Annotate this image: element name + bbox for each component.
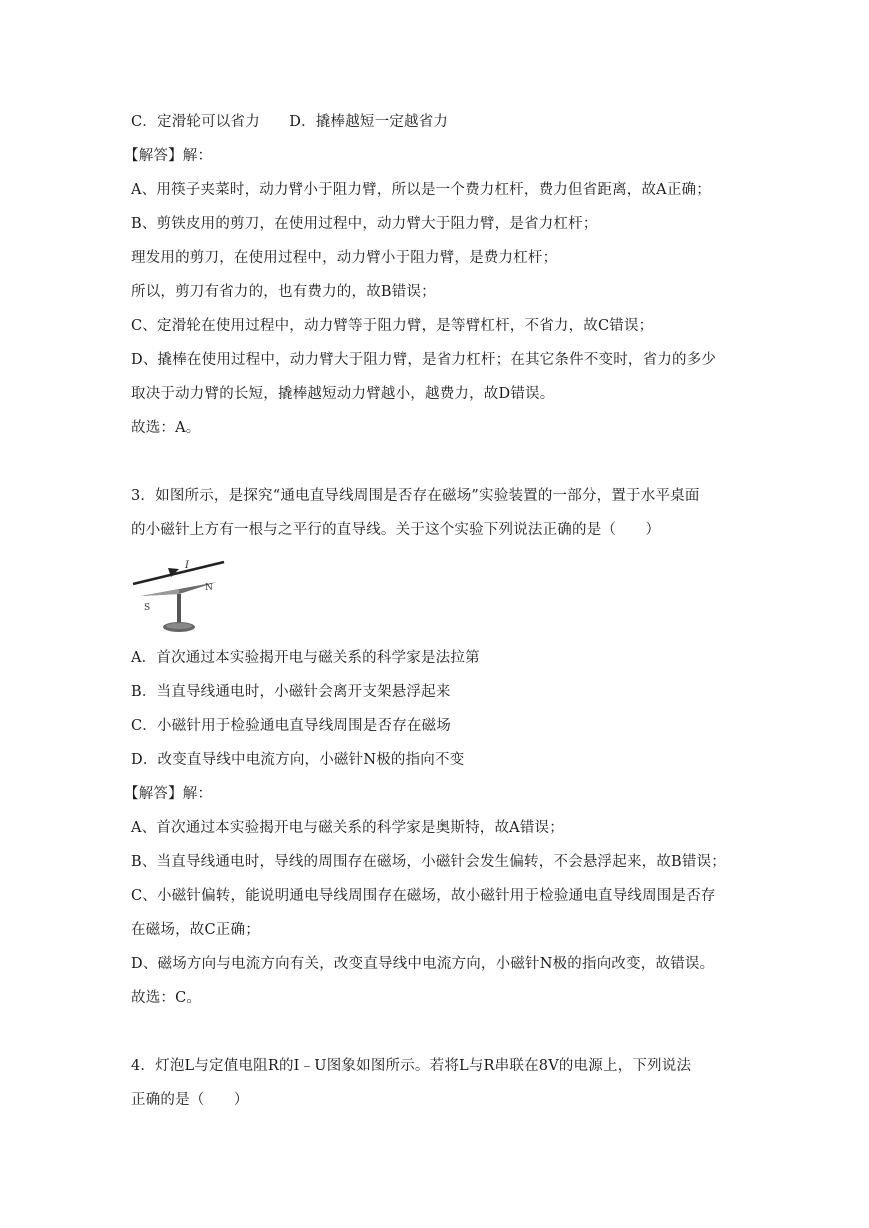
q4-stem-line: 正确的是（ ） bbox=[131, 1092, 249, 1108]
q3-answer-line: A、首次通过本实验揭开电与磁关系的科学家是奥斯特，故A错误； bbox=[131, 820, 564, 836]
q3-option-c: C．小磁针用于检验通电直导线周围是否存在磁场 bbox=[131, 718, 451, 734]
q2-answer-line: B、剪铁皮用的剪刀，在使用过程中，动力臂大于阻力臂，是省力杠杆； bbox=[131, 216, 598, 232]
q3-answer-line: C、小磁针偏转，能说明通电导线周围存在磁场，故小磁针用于检验通电直导线周围是否存 bbox=[131, 888, 716, 904]
q2-answer-heading: 【解答】解： bbox=[124, 148, 213, 164]
q2-answer-line: 取决于动力臂的长短，撬棒越短动力臂越小，越费力，故D错误。 bbox=[131, 386, 555, 402]
q3-answer-line: B、当直导线通电时，导线的周围存在磁场，小磁针会发生偏转，不会悬浮起来，故B错误； bbox=[131, 854, 727, 870]
compass-wire-figure bbox=[131, 557, 226, 643]
q3-answer-line: D、磁场方向与电流方向有关，改变直导线中电流方向，小磁针N极的指向改变，故错误。 bbox=[131, 956, 715, 972]
q3-answer-choice: 故选：C。 bbox=[131, 990, 202, 1006]
q2-answer-line: C、定滑轮在使用过程中，动力臂等于阻力臂，是等臂杠杆，不省力，故C错误； bbox=[131, 318, 654, 334]
q4-stem-line: 4．灯泡L与定值电阻R的I﹣U图象如图所示。若将L与R串联在8V的电源上，下列说法 bbox=[131, 1058, 692, 1074]
compass-stand-post bbox=[177, 594, 181, 624]
q2-answer-line: 理发用的剪刀，在使用过程中，动力臂小于阻力臂，是费力杠杆； bbox=[131, 250, 558, 266]
q2-options-cd: C．定滑轮可以省力 D．撬棒越短一定越省力 bbox=[131, 114, 449, 130]
straight-wire bbox=[133, 562, 224, 584]
south-pole-label: S bbox=[144, 603, 151, 613]
q3-stem-line: 的小磁针上方有一根与之平行的直导线。关于这个实验下列说法正确的是（ ） bbox=[131, 522, 661, 538]
compass-wire-diagram bbox=[131, 557, 226, 639]
q2-answer-line: 所以，剪刀有省力的，也有费力的，故B错误； bbox=[131, 284, 436, 300]
q2-answer-choice: 故选：A。 bbox=[131, 420, 201, 436]
q3-answer-line: 在磁场，故C正确； bbox=[131, 922, 260, 938]
current-label: I bbox=[185, 560, 189, 571]
q2-answer-line: D、撬棒在使用过程中，动力臂大于阻力臂，是省力杠杆；在其它条件不变时，省力的多少 bbox=[131, 352, 717, 368]
q3-option-b: B．当直导线通电时，小磁针会离开支架悬浮起来 bbox=[131, 684, 451, 700]
north-pole-label: N bbox=[205, 583, 213, 593]
q2-answer-line: A、用筷子夹菜时，动力臂小于阻力臂，所以是一个费力杠杆，费力但省距离，故A正确； bbox=[131, 182, 711, 198]
q3-option-d: D．改变直导线中电流方向，小磁针N极的指向不变 bbox=[131, 752, 465, 768]
compass-needle-south-half bbox=[141, 589, 179, 596]
q3-option-a: A．首次通过本实验揭开电与磁关系的科学家是法拉第 bbox=[131, 650, 480, 666]
q3-stem-line: 3．如图所示，是探究“通电直导线周围是否存在磁场”实验装置的一部分，置于水平桌面 bbox=[131, 488, 700, 504]
q3-answer-heading: 【解答】解： bbox=[124, 786, 213, 802]
